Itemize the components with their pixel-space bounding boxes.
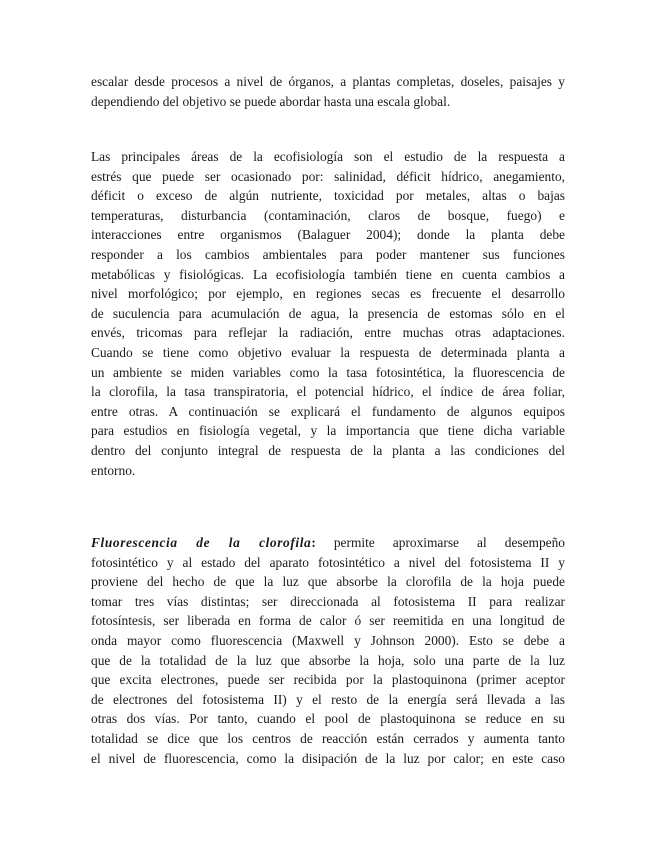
text-line: de electrones del fotosistema II) y el resto de la energía será llevada a las — [91, 691, 565, 707]
text-line: escalar desde procesos a nivel de órganos, a plantas completas, doseles, paisajes y — [91, 74, 565, 89]
text-line: la clorofila, la tasa transpiratoria, el potencial hídrico, el índice de área foliar, — [91, 384, 565, 400]
text-line: entorno. — [91, 462, 136, 478]
text-line-first — [91, 533, 565, 553]
text-line: nivel morfológico; por ejemplo, en regiones secas es frecuente el desarrollo — [91, 286, 565, 302]
text-line: entre otras. A continuación se explicará el fundamento de algunos equipos — [91, 403, 565, 419]
text-line: déficit o exceso de algún nutriente, toxicidad por metales, altas o bajas — [91, 188, 565, 204]
text-line: de suculencia para acumulación de agua, la presencia de estomas sólo en el — [91, 305, 565, 321]
section-term-colon: : — [311, 535, 316, 550]
text-line: dentro del conjunto integral de respuesta de la planta a las condiciones del — [91, 442, 565, 458]
text-line: envés, tricomas para reflejar la radiación, entre muchas otras adaptaciones. — [91, 325, 565, 341]
text-line: interacciones entre organismos (Balaguer 2004); donde la planta debe — [91, 227, 565, 243]
text-line: fotosíntesis, ser liberada en forma de calor ó ser reemitida en una longitud de — [91, 613, 565, 629]
text-line: que excita electrones, puede ser recibida por la plastoquinona (primer aceptor — [91, 672, 565, 688]
text-line: metabólicas y fisiológicas. La ecofisiología también tiene en cuenta cambios a — [91, 266, 565, 282]
text-line: proviene del hecho de que la luz que absorbe la clorofila de la hoja puede — [91, 574, 565, 590]
text-line: un ambiente se miden variables como la tasa fotosintética, la fluorescencia de — [91, 364, 565, 380]
text-line: tomar tres vías distintas; ser direccionada al fotosistema II para realizar — [91, 593, 565, 609]
text-line: totalidad se dice que los centros de reacción están cerrados y aumenta tanto — [91, 730, 565, 746]
text-line: el nivel de fluorescencia, como la disipación de la luz por calor; en este caso — [91, 750, 565, 766]
text-line: estrés que puede ser ocasionado por: salinidad, déficit hídrico, anegamiento, — [91, 168, 565, 184]
text-line: responder a los cambios ambientales para poder mantener sus funciones — [91, 246, 565, 262]
section-term: Fluorescencia de la clorofila — [91, 535, 312, 550]
paragraph-ecophysiology — [91, 147, 565, 480]
text-line: fotosintético y al estado del aparato fotosintético a nivel del fotosistema II y — [91, 554, 565, 570]
text-line: otras dos vías. Por tanto, cuando el pool de plastoquinona se reduce en su — [91, 711, 565, 727]
text-line: Las principales áreas de la ecofisiología son el estudio de la respuesta a — [91, 149, 565, 164]
text-line: Cuando se tiene como objetivo evaluar la respuesta de determinada planta a — [91, 344, 565, 360]
text-line: que de la totalidad de la luz que absorbe la hoja, solo una parte de la luz — [91, 652, 565, 668]
text-line: para estudios en fisiología vegetal, y la importancia que tiene dicha variable — [91, 423, 565, 439]
text-line-rest: permite aproximarse al desempeño — [315, 535, 565, 550]
text-line: onda mayor como fluorescencia (Maxwell y Johnson 2000). Esto se debe a — [91, 632, 565, 648]
paragraph-scale — [91, 72, 565, 111]
text-line: dependiendo del objetivo se puede abordar hasta una escala global. — [91, 93, 451, 109]
paragraph-chlorophyll-fluorescence — [91, 533, 565, 768]
text-line: temperaturas, disturbancia (contaminación, claros de bosque, fuego) e — [91, 207, 565, 223]
